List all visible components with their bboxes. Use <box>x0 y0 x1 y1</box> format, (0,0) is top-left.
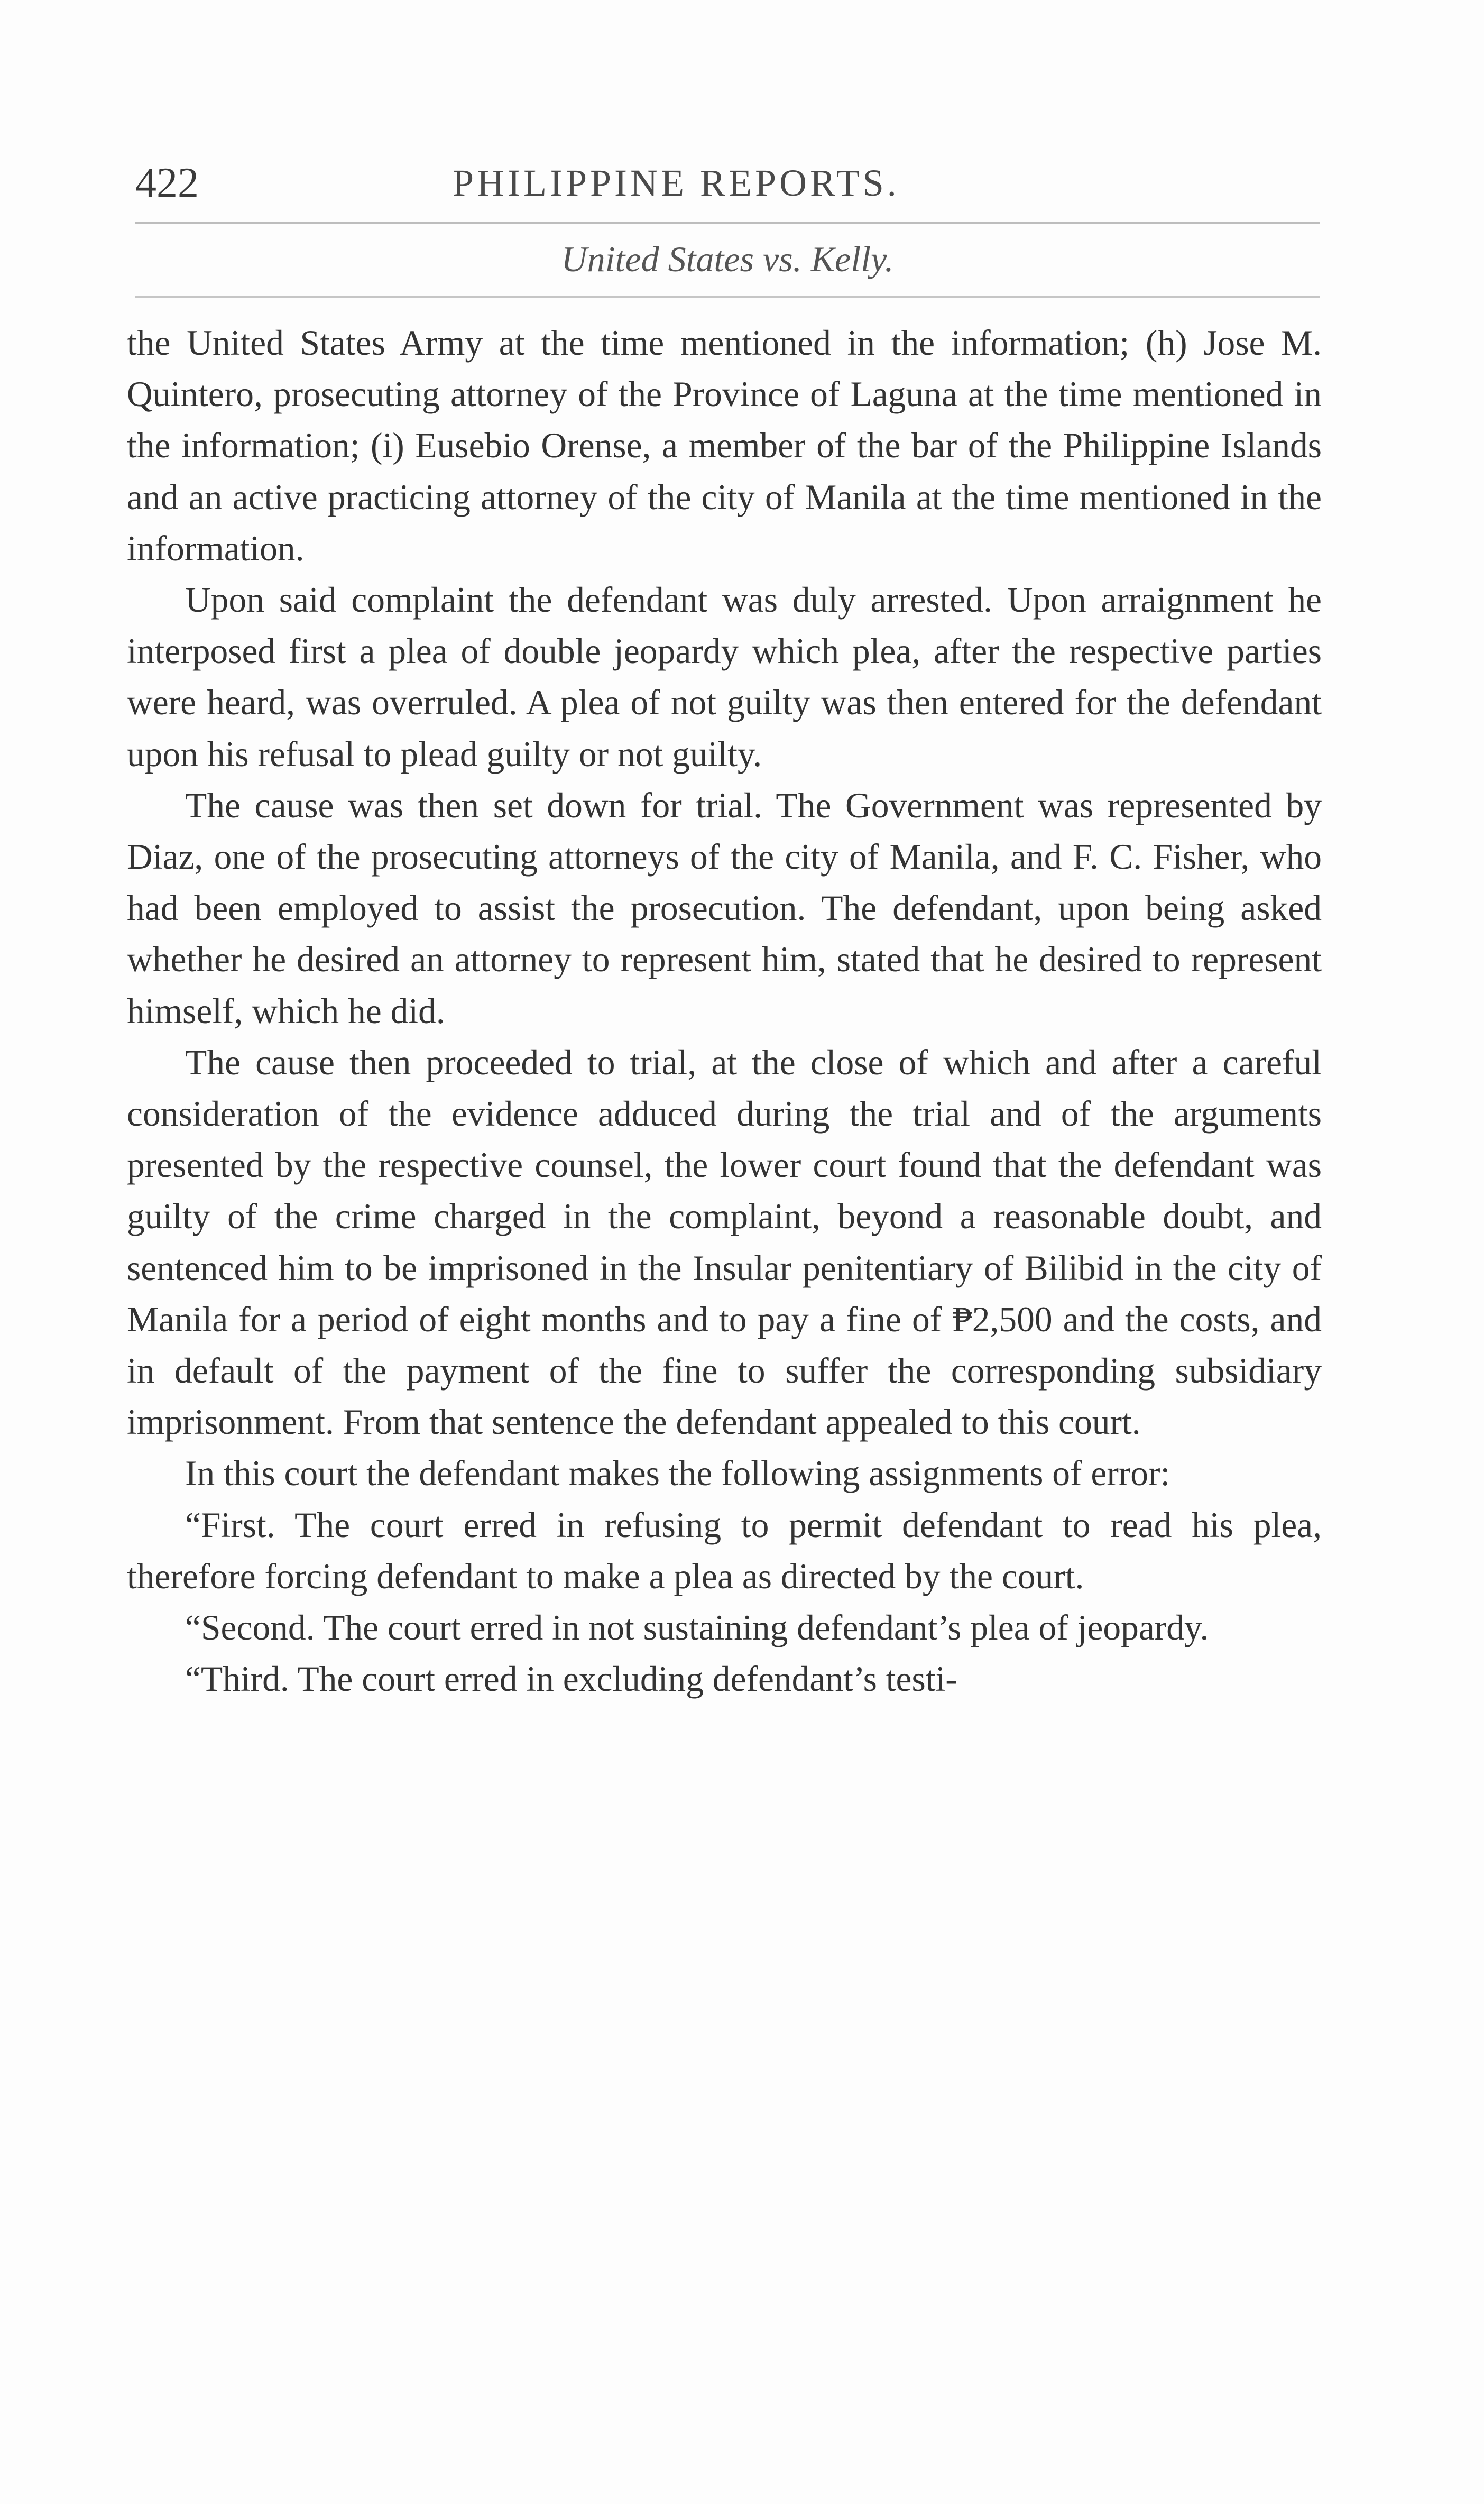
page-number: 422 <box>135 160 199 206</box>
running-title: PHILIPPINE REPORTS. <box>453 162 900 204</box>
paragraph-trial-setup: The cause was then set down for trial. The Government was represented by Diaz, one of the prosecuting attorneys of the city of Manila, and F. C. Fisher, who had been employed to assist the prosecution. The defendant, upon being asked whether he desired an attorney to represent him, stated that he desired to represent himself, which he did. <box>127 785 1322 1031</box>
body-text <box>127 317 1322 1705</box>
paragraph-arrest: Upon said complaint the defendant was duly arrested. Upon arraignment he interposed first a plea of double jeopardy which plea, after the respective parties were heard, was overruled. A plea of not guilty was then entered for the defendant upon his refusal to plead guilty or not guilty. <box>127 580 1322 774</box>
paragraph-sentence: The cause then proceeded to trial, at the close of which and after a careful consideration of the evidence adduced during the trial and of the arguments presented by the respective counsel, the lower court found that the defendant was guilty of the crime charged in the complaint, beyond a reasonable doubt, and sentenced him to be imprisoned in the Insular penitentiary of Bilibid in the city of Manila for a period of eight months and to pay a fine of ₱2,500 and the costs, and in default of the payment of the fine to suffer the corresponding subsidiary imprisonment. From that sentence the defendant appealed to this court. <box>127 1042 1322 1442</box>
paragraph-continuation: the United States Army at the time mentioned in the information; (h) Jose M. Quintero, prosecuting attorney of the Province of Laguna at the time mentioned in the information; (i) Eusebio Orense, a member of the bar of the Philippine Islands and an active practicing attorney of the city of Manila at the time mentioned in the information. <box>127 323 1322 568</box>
case-title: United States vs. Kelly. <box>561 239 894 279</box>
case-title-rule <box>135 296 1320 298</box>
paragraph-error-second: “Second. The court erred in not sustaining defendant’s plea of jeopardy. <box>185 1608 1209 1648</box>
paragraph-error-first: “First. The court erred in refusing to permit defendant to read his plea, therefore forcing defendant to make a plea as directed by the court. <box>127 1505 1322 1596</box>
page-header <box>135 156 1320 209</box>
paragraph-error-third: “Third. The court erred in excluding defendant’s testi- <box>185 1659 957 1699</box>
header-rule <box>135 222 1320 224</box>
paragraph-assignments-intro: In this court the defendant makes the following assignments of error: <box>185 1453 1170 1494</box>
